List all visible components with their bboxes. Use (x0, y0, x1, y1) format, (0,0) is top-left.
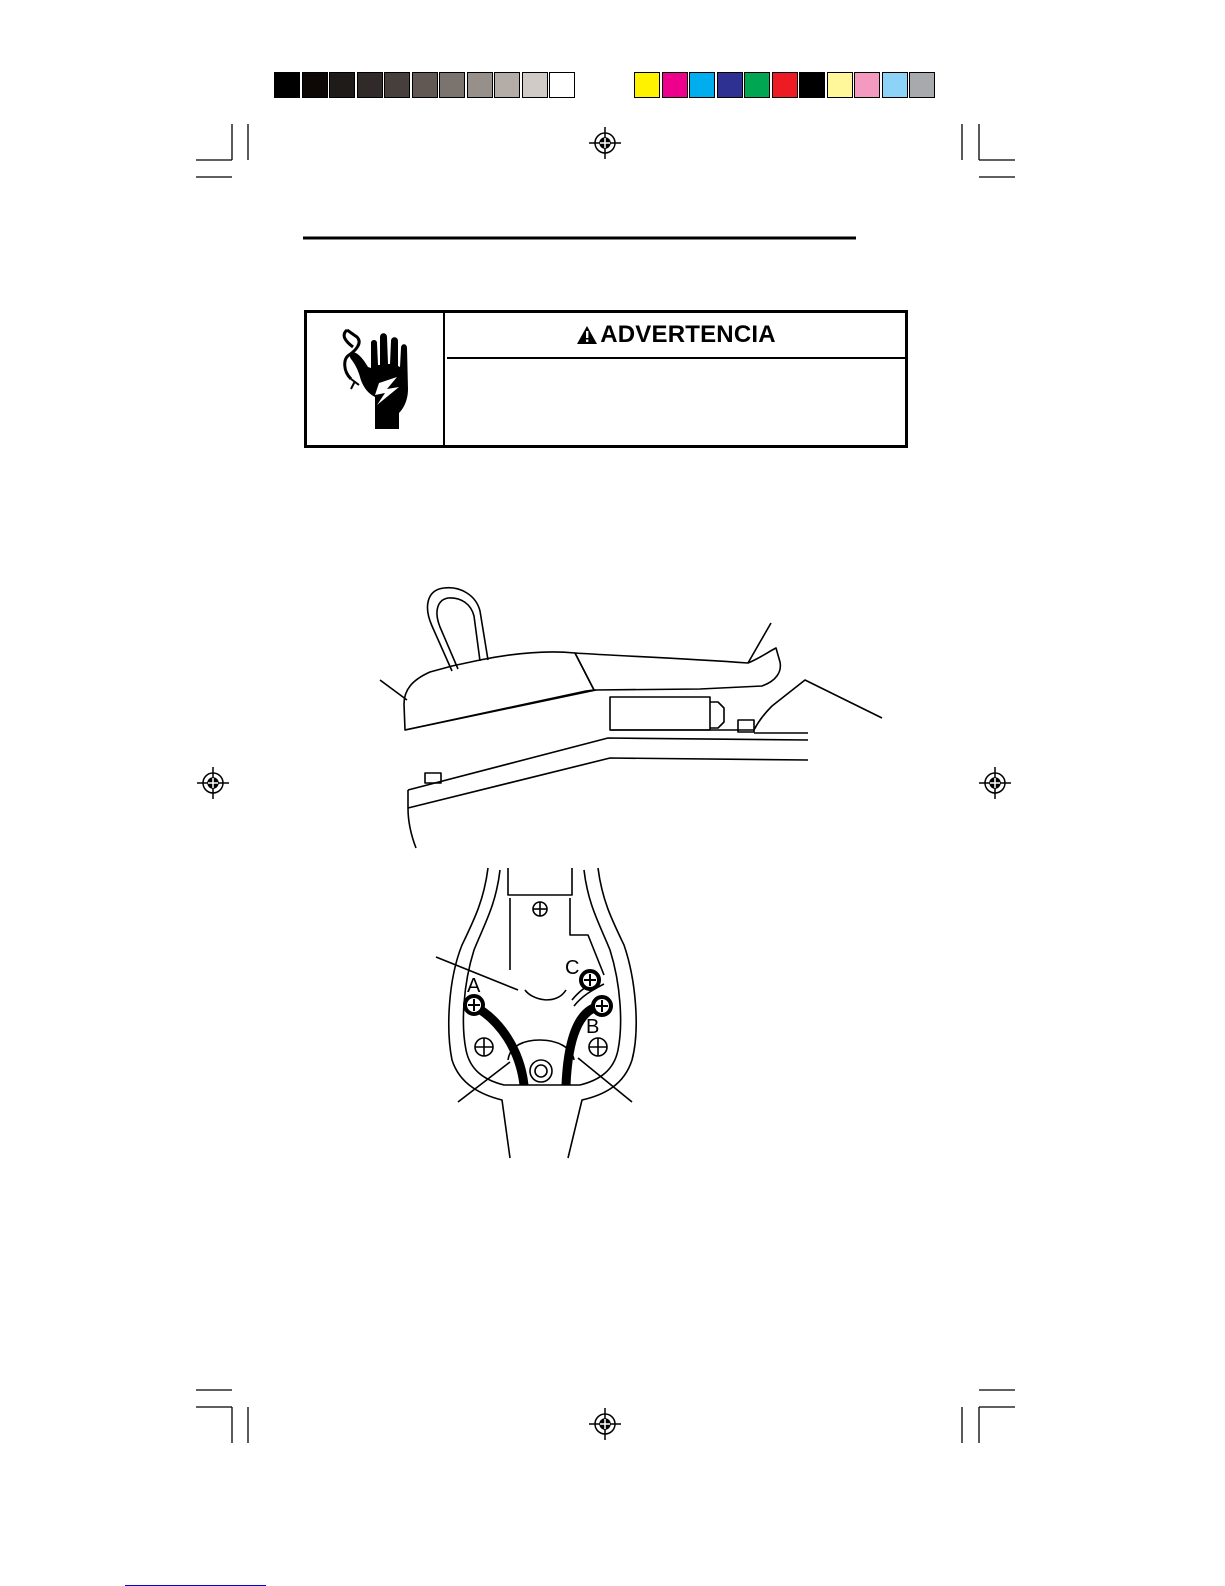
terminal-b (593, 997, 611, 1015)
gray-swatch (439, 72, 465, 98)
gray-swatch (467, 72, 493, 98)
wire-a (474, 1006, 524, 1085)
color-swatch (744, 72, 770, 98)
electric-shock-hand-icon (307, 313, 443, 445)
gray-swatch (302, 72, 328, 98)
crop-mark-bottom-left (196, 1390, 248, 1443)
terminal-a (465, 996, 483, 1014)
color-swatch (909, 72, 935, 98)
registration-mark (589, 127, 621, 159)
gray-swatch (412, 72, 438, 98)
crop-mark-bottom-right (962, 1390, 1015, 1443)
warning-header (447, 313, 905, 359)
crop-mark-top-left (196, 124, 248, 177)
registration-mark (197, 767, 229, 799)
terminal-c (581, 971, 599, 989)
terminal-label-c: C (565, 957, 580, 979)
crop-mark-top-right (962, 124, 1015, 177)
color-swatch (717, 72, 743, 98)
terminal-label-a: A (467, 975, 481, 997)
gray-swatch (522, 72, 548, 98)
gray-swatch (329, 72, 355, 98)
warning-box (304, 310, 908, 448)
warning-title: ADVERTENCIA (600, 321, 776, 348)
gray-swatch (494, 72, 520, 98)
color-swatch (634, 72, 660, 98)
terminal-label-b: B (586, 1016, 600, 1038)
side-view-diagram (380, 588, 882, 848)
registration-mark (589, 1408, 621, 1440)
warning-pictogram-cell (307, 313, 445, 445)
gray-swatch (549, 72, 575, 98)
color-swatch (882, 72, 908, 98)
warning-triangle-icon (576, 325, 598, 345)
color-swatch (689, 72, 715, 98)
color-swatch (827, 72, 853, 98)
gray-swatch (274, 72, 300, 98)
color-swatch (799, 72, 825, 98)
registration-mark (979, 767, 1011, 799)
color-swatch (854, 72, 880, 98)
color-swatch (662, 72, 688, 98)
footer-link-underline (125, 1582, 266, 1586)
gray-swatch (384, 72, 410, 98)
gray-swatch (357, 72, 383, 98)
color-swatch (772, 72, 798, 98)
